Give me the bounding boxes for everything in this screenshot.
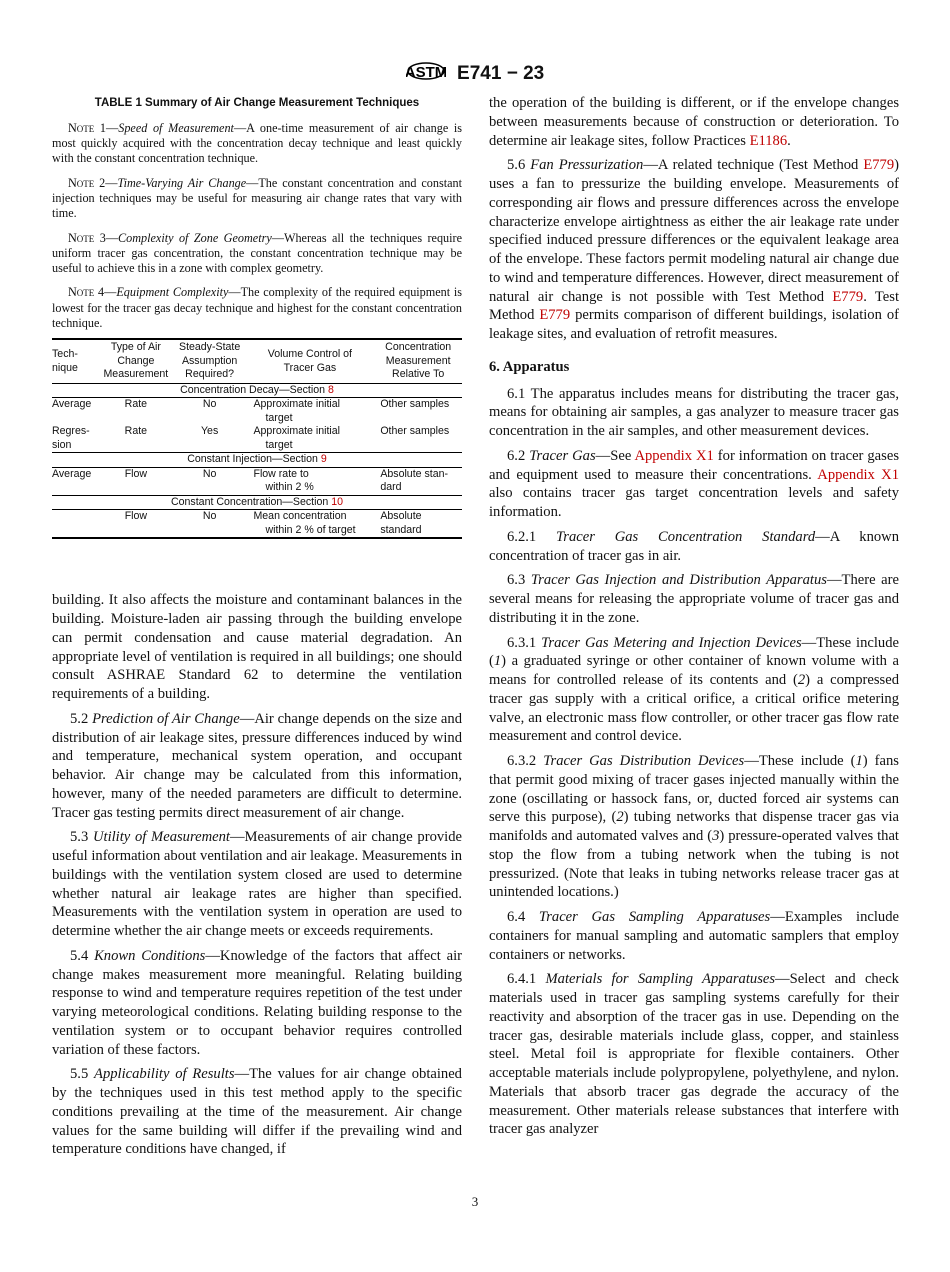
text-run: —A related technique (Test Method [643, 157, 864, 174]
italic-term: 1 [855, 753, 863, 769]
note-term: Equipment Complexity [116, 285, 229, 300]
column-header: Tech- nique [52, 348, 78, 374]
italic-term: 3 [712, 828, 720, 844]
note-text: The complexity of the required equipment is lowest for the tracer gas decay technique and highest for the constant concentration technique. [52, 285, 463, 331]
text-run: 6.4 [507, 909, 539, 925]
text-run: ) a compressed tracer gas supply with a critical orifice, a critical orifice metering valve, an electronic mass flow controller, or other tracer gas flow rate measurement and control device. [489, 672, 899, 745]
paragraph [52, 828, 462, 941]
right-column [489, 94, 899, 1145]
table-cell: No [202, 398, 217, 411]
italic-term: Utility of Measurement [92, 829, 230, 846]
text-run: —Select and check materials used in tracer gas sampling systems carefully for their reactivity and absorption of the tracer gas in use. Depending on the tracer gas, desirable materials include glass, copper, and stainless steel. Metal foil is appropriate for flexible containers. Other acceptable materials include polypropylene, polyethylene, and nylon. Materials that absorb tracer gas degrade the accuracy of the measurement. Other materials release substances that interfere with tracer gas analyzer [489, 971, 899, 1138]
text-run: ) uses a fan to pressurize the building envelope. Measurements of corresponding air flows and pressure differences across the envelope characterize envelope airtightness as either the air leakage rate under specified induced pressure differences or the equivalent leakage area of the envelope. These factors permit modeling natural air change due to wind and temperature differences. However, direct measurement of natural air change is not possible with Test Method [489, 157, 899, 305]
italic-term: Tracer Gas Injection and Distribution Apparatus [530, 572, 827, 589]
table-cell: Yes [200, 425, 219, 438]
text-run: 5.6 [507, 157, 531, 174]
text-run: 6.4.1 [507, 971, 546, 988]
paragraph [489, 156, 899, 344]
italic-term: Tracer Gas Sampling Apparatuses [538, 909, 771, 925]
astm-logo-icon [406, 56, 446, 92]
table-cell: Average [52, 467, 92, 480]
table-cell: Other samples [380, 425, 450, 438]
italic-term: Tracer Gas Metering and Injection Devices [541, 634, 802, 651]
paragraph [52, 947, 462, 1060]
table-cell: No [202, 467, 217, 480]
note-term: Complexity of Zone Geometry [118, 230, 272, 245]
text-run: ) pressure-operated valves that stop the flow from a tubing network when the tubing is not pressurized. (Note that leaks in tubing networks release tracer gas at unintended locations.) [489, 828, 899, 901]
table-cell: Rate [124, 398, 148, 411]
text-run: 5.4 [70, 947, 95, 964]
cell-continuation: target [265, 411, 293, 424]
text-run: building. It also affects the moisture and contaminant balances in the building. Moisture-laden air passing through the building envelope can permit condensation and cause material degradation. An appropriate level of ventilation is required in all buildings; one should consult ASHRAE Standard 62 to determine the ventilation requirements of a building. [52, 592, 462, 703]
section-row [52, 495, 462, 510]
paragraph [489, 571, 899, 627]
paragraph [489, 752, 899, 902]
paragraph [489, 908, 899, 964]
table-cell: Flow [124, 467, 148, 480]
table-cell: Absolute standard [380, 510, 422, 536]
text-run: for information on tracer gases and equipment used to measure their concentrations. [489, 447, 899, 483]
table-title: TABLE 1 Summary of Air Change Measurement Techniques [94, 97, 420, 109]
section-heading: 6. Apparatus [489, 358, 570, 375]
section-link[interactable]: 8 [327, 383, 334, 396]
column-header: Volume Control of Tracer Gas [267, 348, 352, 374]
table-note: Note 1—Speed of Measurement—A one-time measurement of air change is most quickly acquired with the concentration decay technique and least quickly with the constant concentration technique. [52, 120, 463, 166]
italic-term: Tracer Gas [529, 447, 596, 464]
section-row [52, 383, 462, 398]
italic-term: Prediction of Air Change [92, 710, 240, 727]
italic-term: 2 [797, 672, 806, 688]
text-run: . Test Method [489, 288, 899, 324]
italic-term: Known Conditions [94, 947, 206, 964]
italic-term: Materials for Sampling Apparatuses [545, 971, 776, 988]
table-cell: Other samples [380, 398, 450, 411]
italic-term: Tracer Gas Concentration Standard [556, 528, 816, 545]
section-link[interactable]: 9 [320, 453, 327, 466]
column-header: Type of Air Change Measurement [103, 341, 169, 381]
section-row [52, 453, 462, 468]
note-text: A one-time measurement of air change is most quickly acquired with the concentration decay technique and least quickly with the constant concentration technique. [52, 120, 463, 166]
paragraph [52, 1065, 462, 1159]
section-link[interactable]: 10 [331, 495, 343, 508]
table-cell: Average [52, 398, 92, 411]
text-run: the operation of the building is different, or if the envelope changes between measurements because of construction or deterioration. To determine air leakage sites, follow Practices [489, 95, 899, 149]
paragraph [489, 528, 899, 566]
paragraph [489, 94, 899, 150]
italic-term: Fan Pressurization [530, 157, 644, 174]
standard-designation: E741 − 23 [457, 63, 545, 85]
text-run: 6.3.1 [507, 634, 542, 651]
note-text: The constant concentration and constant injection techniques may be useful for measuring air change rates that vary with time. [52, 175, 462, 221]
column-header: Steady-State Assumption Required? [179, 341, 241, 381]
text-run: —These include ( [489, 634, 899, 670]
text-run: 6.2 [507, 447, 530, 464]
cell-continuation: target [265, 438, 293, 451]
note-label: Note 1 [68, 120, 107, 135]
table-row [52, 510, 462, 539]
reference-link[interactable]: E779 [539, 307, 571, 324]
reference-link[interactable]: E1186 [749, 132, 788, 149]
italic-term: 2 [616, 809, 624, 826]
text-run: —These include ( [744, 753, 856, 769]
note-label: Note 3 [68, 230, 106, 245]
section-title: Constant Concentration—Section [171, 495, 332, 508]
table-row [52, 425, 462, 453]
left-column [52, 94, 462, 1165]
text-run: 5.5 [70, 1066, 95, 1083]
note-text: Whereas all the techniques require uniform tracer gas concentration, the constant concentration technique may be useful to achieve this in a zone with complex geometry. [52, 230, 463, 276]
cell-continuation: within 2 % of target [265, 523, 356, 536]
text-run: also contains tracer gas target concentration levels and safety information. [489, 485, 899, 520]
table-note: Note 3—Complexity of Zone Geometry—Whereas all the techniques require uniform tracer gas concentration, the constant concentration technique may be useful to achieve this in a zone with complex geometry. [52, 230, 463, 276]
table-cell: Regres- sion [52, 425, 90, 451]
text-run: —Air change depends on the size and distribution of air leakage sites, pressure differences induced by wind and temperature, mechanical system operation, and occupant behavior. Air change may be calculated from this information, however, many of the needed parameters are difficult to determine. Tracer gas testing permits direct measurement of air change. [52, 710, 462, 821]
text-run: —Examples include containers for manual sampling and automatic samplers that employ containers or networks. [489, 909, 899, 963]
note-label: Note 4 [68, 285, 105, 300]
text-run: ) fans that permit good mixing of tracer gases injected manually within the zone (oscillating or hassock fans, or, ducted forced air systems can serve this purpose), ( [489, 753, 899, 826]
text-run: —There are several means for releasing the appropriate volume of tracer gas and distributing it in the zone. [489, 572, 899, 626]
text-run: ) tubing networks that dispense tracer gas via manifolds and automated valves and ( [489, 809, 899, 844]
text-run: . [787, 132, 791, 149]
note-term: Speed of Measurement [118, 120, 234, 135]
summary-table [52, 338, 462, 539]
page-number: 3 [471, 1194, 479, 1209]
text-run: ) a graduated syringe or other container of known volume with a means for controlled release of its contents and ( [489, 653, 899, 688]
text-run: 6.3.2 [507, 753, 544, 769]
paragraph [489, 634, 899, 747]
table-cell: Rate [124, 425, 148, 438]
reference-link[interactable]: E779 [863, 157, 895, 174]
paragraph [52, 710, 462, 823]
reference-link[interactable]: Appendix X1 [634, 447, 714, 464]
text-run: 6.3 [507, 572, 531, 589]
paragraph [489, 970, 899, 1139]
paragraph [489, 447, 899, 522]
table-cell: Mean concentration within 2 % of target [253, 510, 356, 536]
page-header [0, 56, 950, 92]
table-note: Note 4—Equipment Complexity—The complexity of the required equipment is lowest for the tracer gas decay technique and highest for the constant concentration technique. [52, 285, 463, 331]
text-run: —Measurements of air change provide useful information about ventilation and air leakage. Measurements in buildings with the ventilation system closed are used to determine whether natural air leakage rates are higher than specified. Measurements with the ventilation system in operation are used to determine whether the air change meets or exceeds requirements. [52, 829, 462, 940]
table-row [52, 398, 462, 426]
table-cell [52, 510, 98, 539]
italic-term: 1 [493, 653, 502, 670]
table-row [52, 467, 462, 495]
text-run: —See [595, 447, 635, 464]
text-run: —Knowledge of the factors that affect air change makes measurement more meaningful. Relating building response to wind and temperature requires repetition of the test under varying meteorological conditions. Relating building response to the ventilation system or to occupant behavior requires controlled variation of these factors. [52, 947, 463, 1058]
table-cell: Absolute stan- dard [380, 467, 449, 494]
svg-text:ASTM: ASTM [405, 64, 446, 81]
text-run: 5.2 [70, 710, 93, 727]
left-body-text [52, 591, 462, 1159]
table-cell: Approximate initial target [253, 398, 341, 424]
note-term: Time-Varying Air Change [117, 175, 247, 190]
note-label: Note 2 [68, 175, 106, 190]
paragraph [52, 591, 462, 704]
text-run: 6.1 The apparatus includes means for distributing the tracer gas, means for obtaining air samples, a gas analyzer to measure tracer gas concentration in the air samples, and other measurement devices. [489, 385, 899, 439]
table-note: Note 2—Time-Varying Air Change—The constant concentration and constant injection techniques may be useful for measuring air change rates that vary with time. [52, 175, 462, 221]
right-body-text [489, 94, 899, 1139]
table-cell: No [202, 510, 217, 523]
italic-term: Applicability of Results [94, 1066, 235, 1083]
paragraph [489, 385, 899, 441]
table-notes [52, 121, 462, 332]
cell-continuation: within 2 % [265, 481, 314, 494]
text-run: permits comparison of different buildings, isolation of leakage sites, and evaluation of retrofit measures. [489, 307, 899, 342]
text-run: 5.3 [70, 829, 93, 846]
table-cell: Flow rate to within 2 % [253, 467, 314, 494]
text-run: —A known concentration of tracer gas in air. [489, 528, 899, 564]
section-title: Constant Injection—Section [187, 453, 321, 466]
reference-link[interactable]: E779 [832, 288, 864, 305]
table-cell: Approximate initial target [253, 425, 341, 451]
column-header: Concentration Measurement Relative To [385, 341, 452, 381]
table-cell: Flow [124, 510, 148, 523]
section-title: Concentration Decay—Section [180, 383, 328, 396]
text-run: 6.2.1 [507, 528, 556, 545]
italic-term: Tracer Gas Distribution Devices [543, 753, 745, 769]
reference-link[interactable]: Appendix X1 [817, 466, 899, 483]
text-run: —The values for air change obtained by the techniques used in this test method apply to the specific conditions prevailing at the time of the measurement. Air change values for the same building will differ if the prevailing wind and temperature conditions have changed, if [52, 1066, 462, 1158]
